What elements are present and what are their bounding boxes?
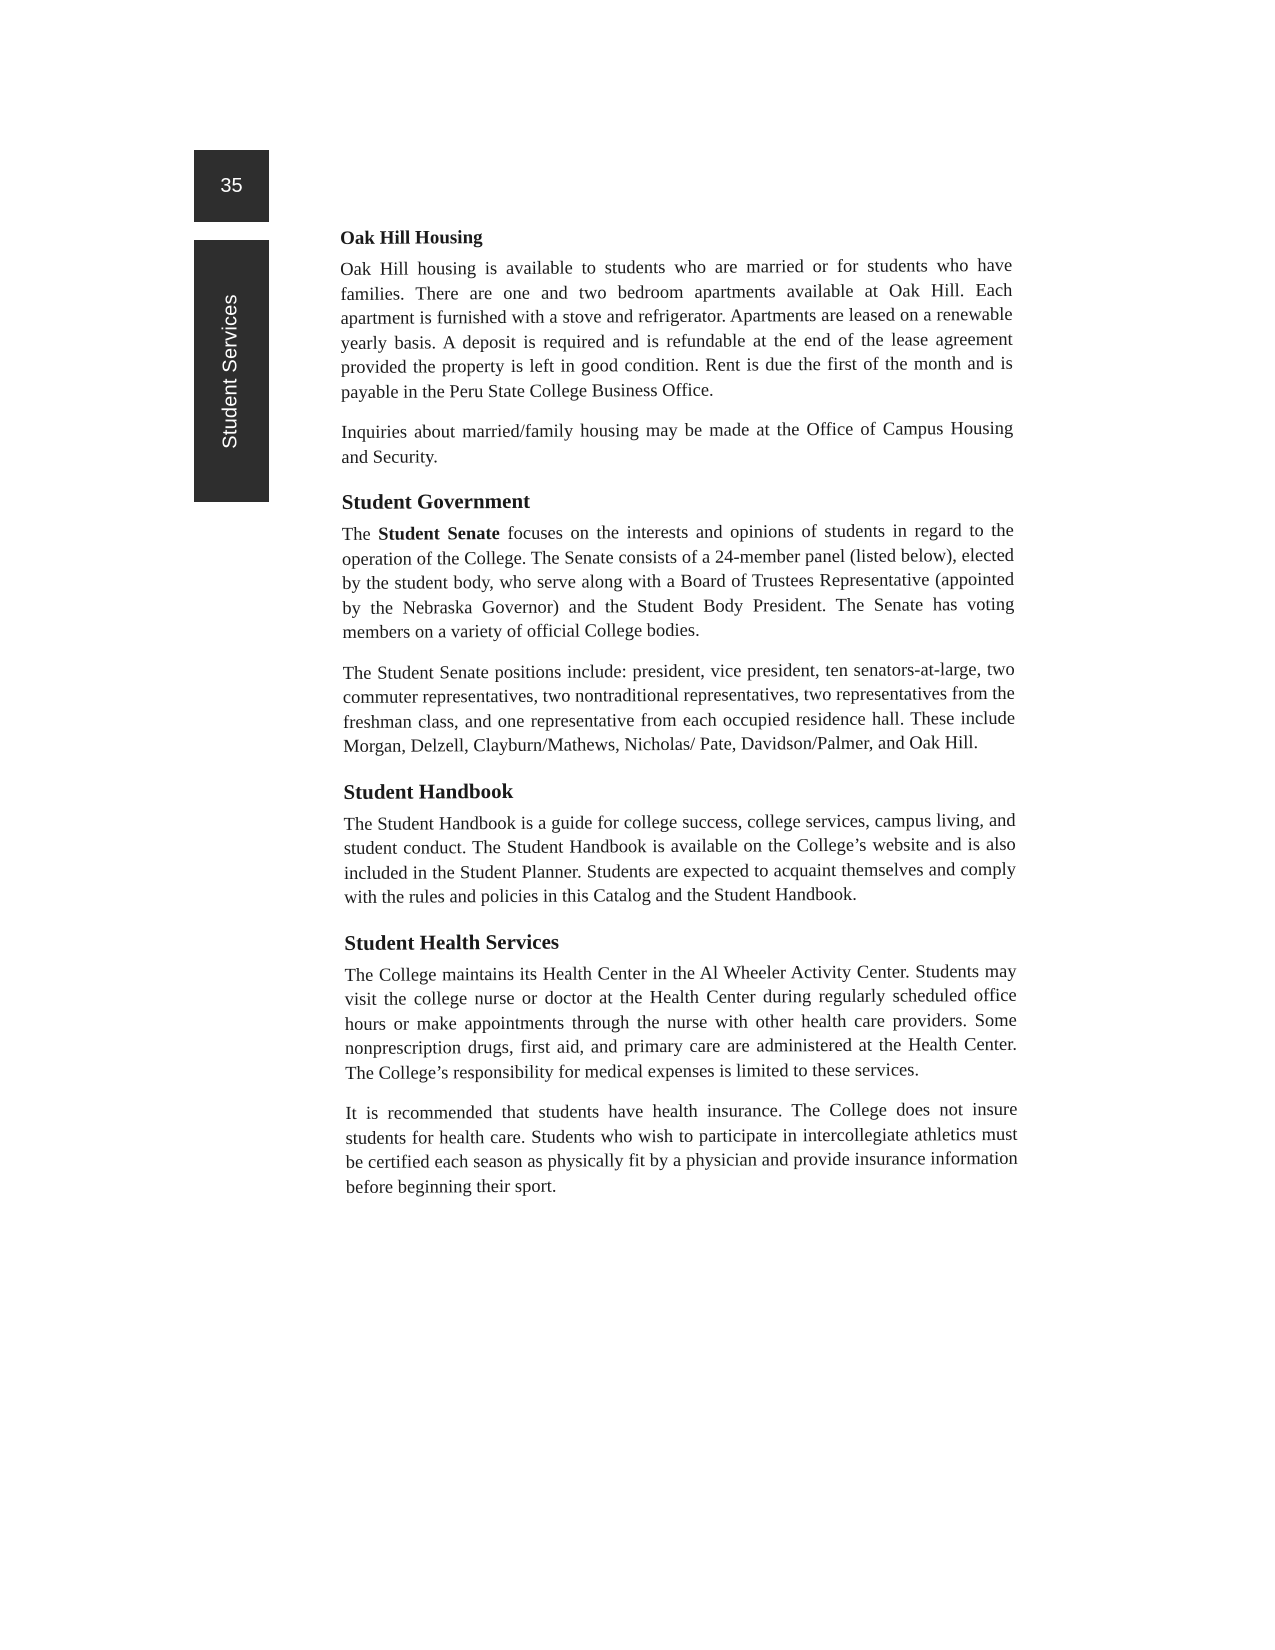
student-health-services-paragraph-2: It is recommended that students have health insurance. The College does not insure students for health care. Students who wish to participate in intercollegiate athletics must be certified each season as physically fit by a physician and provide insurance information before beginning their sport. [345,1099,1018,1198]
student-government-paragraph-2: The Student Senate positions include: president, vice president, ten senators-at-large, two commuter representatives, two nontraditional representatives, two representatives from the freshman class, and one representative from each occupied residence hall. These include Morgan, Delzell, Clayburn/Mathews, Nicholas/ Pate, Davidson/Palmer, and Oak Hill. [342,659,1016,757]
student-senate-term: Student Senate [378,524,500,545]
oak-hill-housing-paragraph-2: Inquiries about married/family housing may be made at the Office of Campus Housing and Security. [341,418,1014,468]
student-government-paragraph-1 [342,519,1015,646]
student-government-heading: Student Government [341,488,531,514]
oak-hill-housing-heading: Oak Hill Housing [340,227,483,249]
student-health-services-paragraph-1: The College maintains its Health Center in the Al Wheeler Activity Center. Students may visit the college nurse or doctor at the Health Center during regularly scheduled office hours or make appointments through the nurse with other health care providers. Some nonprescription drugs, first aid, and primary care are administered at the Health Center. The College’s responsibility for medical expenses is limited to these services. [344,961,1018,1084]
oak-hill-housing-paragraph-1: Oak Hill housing is available to students who are married or for students who have families. There are one and two bedroom apartments available at Oak Hill. Each apartment is furnished with a stove and refrigerator. Apartments are leased on a renewable yearly basis. A deposit is required and is refundable at the end of the lease agreement provided the property is left in good condition. Rent is due the first of the month and is payable in the Peru State College Business Office. [340,255,1013,403]
page-content [340,224,1018,1216]
oak-hill-housing-section [340,224,1013,470]
student-government-section [342,486,1016,760]
student-handbook-heading: Student Handbook [343,778,514,804]
section-tab [194,240,269,502]
student-health-services-heading: Student Health Services [344,929,560,955]
student-handbook-section [343,775,1016,910]
student-handbook-paragraph-1: The Student Handbook is a guide for college success, college services, campus living, and student conduct. The Student Handbook is available on the College’s website and is also included in the Student Planner. Students are expected to acquaint themselves and comply with the rules and policies in this Catalog and the Student Handbook. [343,810,1016,908]
student-government-p1-lead: The [341,524,379,545]
student-health-services-section [344,926,1018,1200]
section-tab-label: Student Services [220,293,242,449]
student-government-p1-rest: focuses on the interests and opinions of students in regard to the operation of the College. The Senate consists of a 24-member panel (listed below), elected by the student body, who serve along with a Board of Trustees Representative (appointed by the Nebraska Governor) and the Student Body President. The Senate has voting members on a variety of official College bodies. [341,520,1015,643]
page-number-tab [194,150,269,222]
page-number: 35 [220,174,243,197]
